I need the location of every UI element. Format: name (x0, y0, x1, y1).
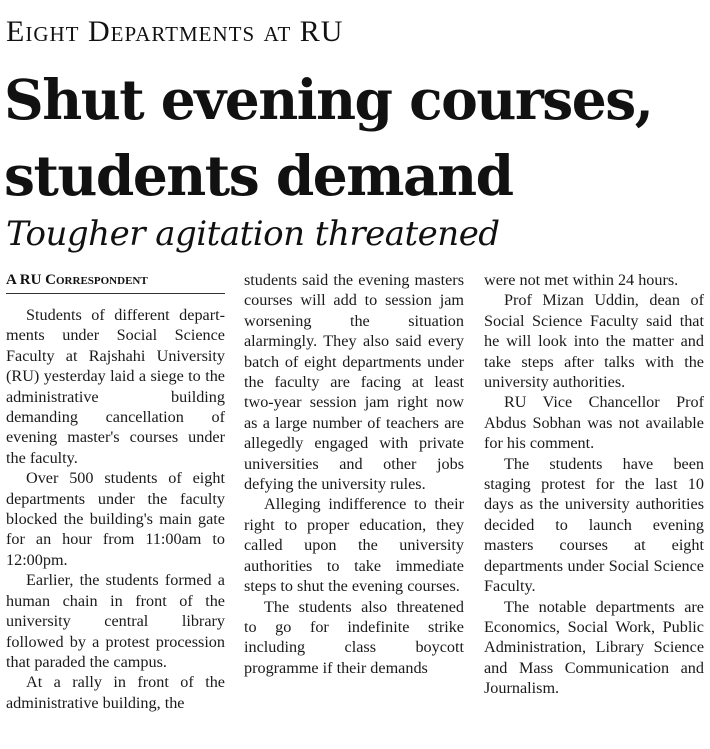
article-subhead: Tougher agitation threatened (6, 214, 500, 254)
paragraph: The notable departments are Economics, Social Work, Public Administration, Library Science and Mass Communication and Journalism. (484, 597, 704, 698)
paragraph: Students of different departments under Social Science Faculty at Rajshahi University (RU) yesterday laid a siege to the administrative building demanding cancellation of evening master's courses under the faculty. (6, 306, 225, 467)
paragraph: The students also threatened to go for indefinite strike including class boycott programme if their demands (244, 597, 464, 677)
article-column-3 (484, 270, 704, 699)
article-column-2 (244, 270, 464, 678)
paragraph: Alleging indifference to their right to proper education, they called upon the university authorities to take immediate steps to shut the evening courses. (244, 495, 464, 596)
article-column-1 (6, 305, 225, 713)
article-headline (4, 62, 708, 214)
paragraph: Prof Mizan Uddin, dean of Social Science Faculty said that he will look into the matter and take steps after talks with the university authorities. (484, 291, 704, 392)
article-byline: A RU Correspondent (6, 272, 225, 294)
paragraph: The students have been staging protest for the last 10 days as the university authorities decided to launch evening masters courses at eight departments under Social Science Faculty. (484, 454, 704, 596)
paragraph: Over 500 students of eight departments under the faculty blocked the building's main gate for an hour from 11:00am to 12:00pm. (6, 469, 225, 569)
paragraph: Earlier, the students formed a human chain in front of the university central library followed by a protest procession that paraded the campus. (6, 571, 225, 671)
article-kicker: Eight Departments at RU (6, 15, 344, 48)
paragraph: were not met within 24 hours. (484, 271, 679, 289)
headline-line-1: Shut evening courses, (4, 67, 653, 132)
paragraph: At a rally in front of the administrative building, the (6, 673, 225, 712)
paragraph: RU Vice Chancellor Prof Abdus Sobhan was not available for his comment. (484, 393, 704, 453)
paragraph: students said the evening masters courses will add to session jam worsening the situation alarmingly. They also said every batch of eight departments under the faculty are facing at least two-year session jam right now as a large number of teachers are allegedly engaged with private universities and other jobs defying the university rules. (244, 271, 464, 494)
headline-line-2: students demand (4, 143, 513, 208)
